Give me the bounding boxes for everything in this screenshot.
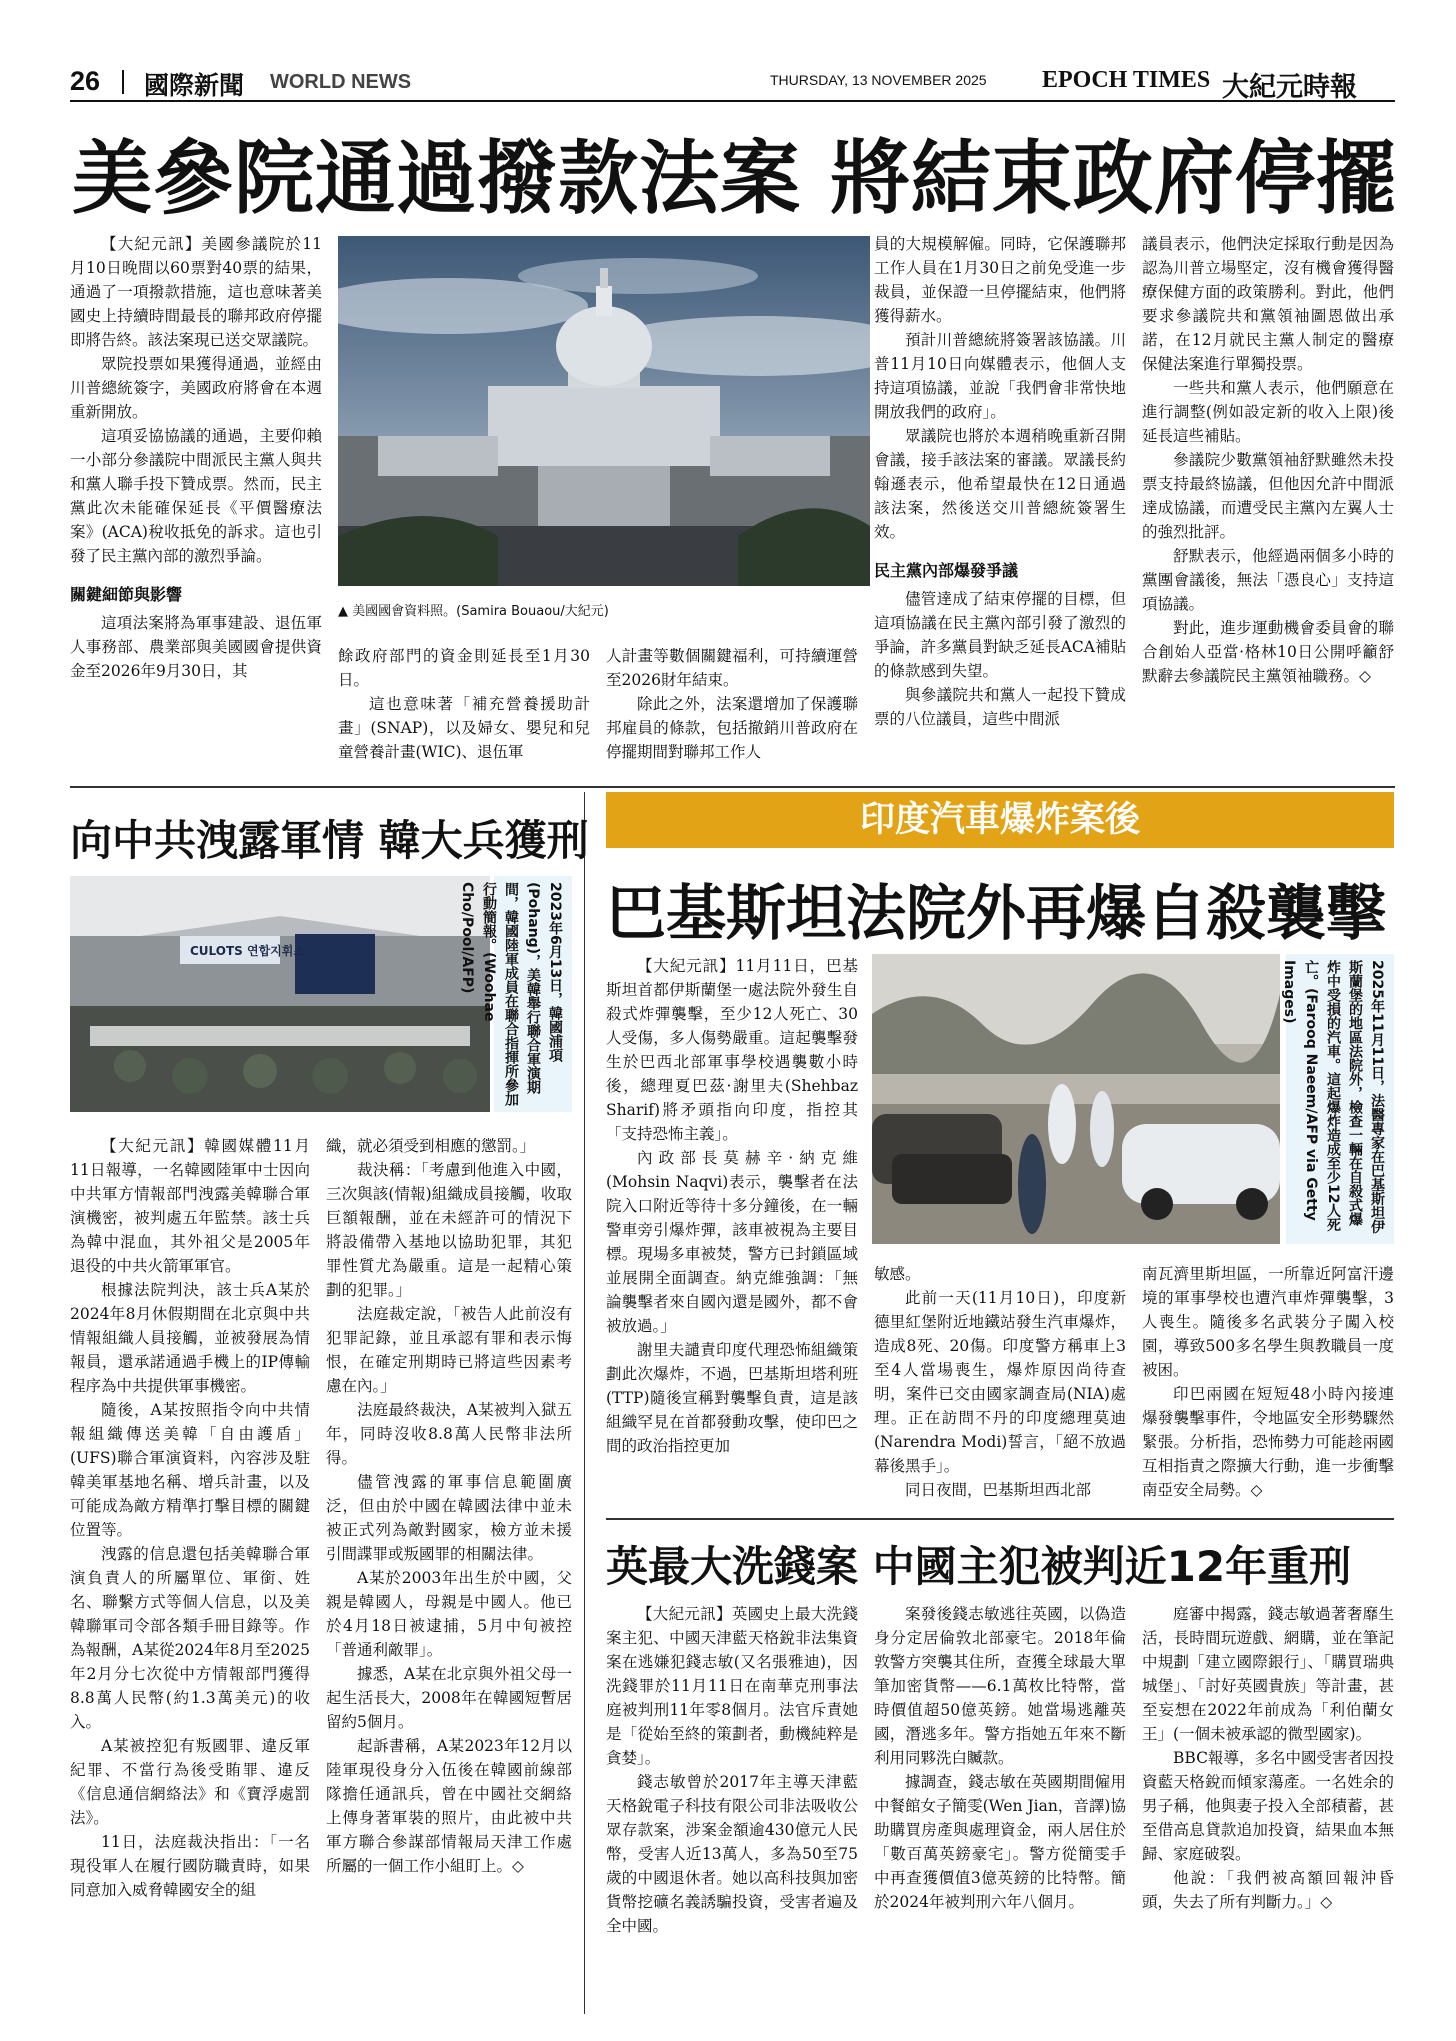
paragraph: 儘管洩露的軍事信息範圍廣泛，但由於中國在韓國法律中並未被正式列為敵對國家，檢方並未援引間諜罪或叛國罪的相關法律。 [326, 1473, 572, 1563]
article-column [338, 644, 590, 772]
paragraph: 內政部長莫赫辛·納克維(Mohsin Naqvi)表示，襲擊者在法院入口附近等待十多分鐘後，在一輛警車旁引爆炸彈，該車被視為主要目標。現場多車被焚，警方已封鎖區域並展開全面調查。納克維強調：「無論襲擊者來自國內還是國外，都不會被放過。」 [606, 1149, 858, 1335]
blast-photo [872, 954, 1280, 1244]
paragraph: 法庭裁定說，「被告人此前沒有犯罪記錄，並且承認有罪和表示悔恨，在確定刑期時已將這些因素考慮在內。」 [326, 1305, 572, 1395]
headline-uk: 英最大洗錢案 中國主犯被判近12年重刑 [606, 1542, 1352, 1591]
photo-caption: ▲ 美國國會資料照。(Samira Bouaou/大紀元) [338, 604, 609, 619]
paragraph: BBC報導，多名中國受害者因投資藍天格銳而傾家蕩產。一名姓余的男子稱，他與妻子投入全部積蓄，甚至借高息貸款追加投資，結果血本無歸、家庭破裂。 [1142, 1749, 1394, 1863]
sign-text: CULOTS 연합지휘소 [190, 944, 305, 958]
section-title: 國際新聞 [144, 71, 245, 100]
paragraph: 員的大規模解僱。同時，它保護聯邦工作人員在1月30日之前免受進一步裁員，並保證一旦停擺結束，他們將獲得薪水。 [874, 235, 1126, 325]
column-rule [584, 792, 585, 2014]
article-column [1142, 1262, 1394, 1506]
subheading: 民主黨內部爆發爭議 [874, 561, 1019, 580]
article-column [874, 232, 1126, 772]
paragraph: 印巴兩國在短短48小時內接連爆發襲擊事件，令地區安全形勢驟然緊張。分析指，恐怖勢力可能趁兩國互相指責之際擴大行動，進一步衝擊南亞安全局勢。◇ [1142, 1385, 1394, 1499]
paragraph: 餘政府部門的資金則延長至1月30日。 [338, 647, 590, 689]
paragraph: 【大紀元訊】美國參議院於11月10日晚間以60票對40票的結果，通過了一項撥款措施，這也意味著美國史上持續時間最長的聯邦政府停擺即將告終。該法案現已送交眾議院。 [70, 235, 322, 349]
paragraph: 法庭最終裁決，A某被判入獄五年，同時沒收8.8萬人民幣非法所得。 [326, 1401, 572, 1467]
paragraph: 他說：「我們被高額回報沖昏頭，失去了所有判斷力。」◇ [1142, 1869, 1394, 1911]
paragraph: 【大紀元訊】11月11日，巴基斯坦首都伊斯蘭堡一處法院外發生自殺式炸彈襲擊，至少12人死亡、30人受傷，多人傷勢嚴重。這起襲擊發生於巴西北部軍事學校遇襲數小時後，總理夏巴茲·謝里夫(Shehbaz Sharif)將矛頭指向印度，指控其「支持恐怖主義」。 [606, 957, 858, 1143]
paragraph: A某於2003年出生於中國，父親是韓國人，母親是中國人。他已於4月18日被逮捕，5月中旬被控「普通利敵罪」。 [326, 1569, 572, 1659]
paragraph: 眾議院也將於本週稍晚重新召開會議，接手該法案的審議。眾議長約翰遜表示，他希望最快在12日通過該法案，然後送交川普總統簽署生效。 [874, 427, 1126, 541]
capitol-photo [338, 236, 870, 586]
paragraph: 這項法案將為軍事建設、退伍軍人事務部、農業部與美國國會提供資金至2026年9月30日，其 [70, 614, 322, 680]
article-column [606, 644, 858, 772]
paragraph: 敏感。 [874, 1265, 921, 1283]
page-number: 26 [70, 66, 101, 96]
article-column [70, 1134, 310, 2014]
paragraph: 舒默表示，他經過兩個多小時的黨團會議後，無法「憑良心」支持這項協議。 [1142, 547, 1394, 613]
headline-korea: 向中共洩露軍情 韓大兵獲刑 [70, 816, 589, 865]
paragraph: 這也意味著「補充營養援助計畫」(SNAP)，以及婦女、嬰兒和兒童營養計畫(WIC)、退伍軍 [338, 695, 590, 761]
paragraph: 眾院投票如果獲得通過，並經由川普總統簽字，美國政府將會在本週重新開放。 [70, 355, 322, 421]
paragraph: 錢志敏曾於2017年主導天津藍天格銳電子科技有限公司非法吸收公眾存款案，涉案金額逾430億元人民幣，受害人近13萬人，多為50至75歲的中國退休者。她以高科技與加密貨幣挖礦名義誘騙投資，受害者遍及全中國。 [606, 1773, 858, 1935]
paragraph: 儘管達成了結束停擺的目標，但這項協議在民主黨內部引發了激烈的爭論，許多黨員對缺乏延長ACA補貼的條款感到失望。 [874, 590, 1126, 680]
paragraph: 謝里夫譴責印度代理恐怖組織策劃此次爆炸，不過，巴基斯坦塔利班(TTP)隨後宣稱對襲擊負責，這是該組織罕見在首都發動攻擊，使印巴之間的政治指控更加 [606, 1341, 858, 1455]
brand-logo-zh: 大紀元時報 [1222, 72, 1357, 103]
paragraph: 人計畫等數個關鍵福利，可持續運營至2026財年結束。 [606, 647, 858, 689]
paragraph: 同日夜間，巴基斯坦西北部 [905, 1481, 1092, 1499]
paragraph: 據悉，A某在北京與外祖父母一起生活長大，2008年在韓國短暫居留約5個月。 [326, 1665, 572, 1731]
section-title-en: WORLD NEWS [270, 71, 412, 93]
paragraph: 隨後，A某按照指令向中共情報組織傳送美韓「自由護盾」(UFS)聯合軍演資料，內容涉及駐韓美軍基地名稱、增兵計畫，以及可能成為敵方精準打擊目標的關鍵位置等。 [70, 1401, 310, 1539]
article-column [874, 1262, 1126, 1506]
article-column [1142, 1602, 1394, 2014]
issue-date: THURSDAY, 13 NOVEMBER 2025 [770, 72, 987, 88]
photo-caption: 2023年6月13日，韓國浦項(Pohang)，美韓舉行聯合軍演期間，韓國陸軍成員在聯合指揮所參加行動簡報。(Woohae Cho/Pool/AFP) [494, 876, 572, 1112]
headline-main: 美參院通過撥款法案 將結束政府停擺 [72, 131, 1397, 225]
article-column [874, 1602, 1126, 2014]
kicker-banner: 印度汽車爆炸案後 [606, 792, 1394, 848]
paragraph: 對此，進步運動機會委員會的聯合創始人亞當·格林10日公開呼籲舒默辭去參議院民主黨領袖職務。◇ [1142, 619, 1394, 685]
paragraph: 據調查，錢志敏在英國期間僱用中餐館女子簡雯(Wen Jian，音譯)協助購買房產與處理資金，兩人居住於「數百萬英鎊豪宅」。警方從簡雯手中再查獲價值3億英鎊的比特幣。簡於2024年被判刑六年八個月。 [874, 1773, 1126, 1911]
korea-photo [70, 876, 490, 1112]
paragraph: 裁決稱：「考慮到他進入中國，三次與該(情報)組織成員接觸，收取巨額報酬，並在未經許可的情況下將設備帶入基地以協助犯罪，其犯罪性質尤為嚴重。這是一起精心策劃的犯罪。」 [326, 1161, 572, 1299]
section-rule [70, 786, 1395, 788]
paragraph: 預計川普總統將簽署該協議。川普11月10日向媒體表示，他個人支持這項協議，並說「我們會非常快地開放我們的政府」。 [874, 331, 1126, 421]
subheading: 關鍵細節與影響 [70, 585, 183, 604]
paragraph: 議員表示，他們決定採取行動是因為認為川普立場堅定，沒有機會獲得醫療保健方面的政策勝利。對此，他們要求參議院共和黨領袖圖恩做出承諾，在12月就民主黨人制定的醫療保健法案進行單獨投票。 [1142, 235, 1394, 373]
article-column [606, 954, 858, 1506]
article-column [70, 232, 322, 768]
paragraph: 起訴書稱，A某2023年12月以陸軍現役身分入伍後在韓國前線部隊擔任通訊兵，曾在中國社交網絡上傳身著軍裝的照片，由此被中共軍方聯合參謀部情報局天津工作處所屬的一個工作小組盯上。◇ [326, 1737, 572, 1875]
article-column [326, 1134, 572, 2014]
paragraph: 11日，法庭裁決指出：「一名現役軍人在履行國防職責時，如果同意加入威脅韓國安全的組 [70, 1833, 310, 1899]
paragraph: 織，就必須受到相應的懲罰。」 [326, 1137, 536, 1155]
paragraph: 此前一天(11月10日)，印度新德里紅堡附近地鐵站發生汽車爆炸，造成8死、20傷。印度警方稱車上3至4人當場喪生，爆炸原因尚待查明，案件已交由國家調查局(NIA)處理。正在訪問不丹的印度總理莫迪(Narendra Modi)誓言，「絕不放過幕後黑手」。 [874, 1289, 1126, 1475]
paragraph: 一些共和黨人表示，他們願意在進行調整(例如設定新的收入上限)後延長這些補貼。 [1142, 379, 1394, 445]
paragraph: A某被控犯有叛國罪、違反軍紀罪、不當行為後受賄罪、違反《信息通信網絡法》和《寶浮處罰法》。 [70, 1737, 310, 1827]
paragraph: 【大紀元訊】韓國媒體11月11日報導，一名韓國陸軍中士因向中共軍方情報部門洩露美韓聯合軍演機密，被判處五年監禁。該士兵為韓中混血，其外祖父是2005年退役的中共火箭軍軍官。 [70, 1137, 310, 1275]
paragraph: 根據法院判決，該士兵A某於2024年8月休假期間在北京與中共情報組織人員接觸，並被發展為情報員，還承諾通過手機上的IP傳輸程序為中共提供軍事機密。 [70, 1281, 310, 1395]
masthead [70, 64, 1395, 102]
paragraph: 案發後錢志敏逃往英國，以偽造身分定居倫敦北部豪宅。2018年倫敦警方突襲其住所，查獲全球最大單筆加密貨幣——6.1萬枚比特幣，當時價值超50億英鎊。她當場逃離英國，潛逃多年。警方指她五年來不斷利用同夥洗白贓款。 [874, 1605, 1126, 1767]
paragraph: 【大紀元訊】英國史上最大洗錢案主犯、中國天津藍天格銳非法集資案在逃嫌犯錢志敏(又名張雅迪)，因洗錢罪於11月11日在南華克刑事法庭被判刑11年零8個月。法官斥責她是「從始至終的策劃者，動機純粹是貪婪」。 [606, 1605, 858, 1767]
article-column [1142, 232, 1394, 772]
paragraph: 除此之外，法案還增加了保護聯邦雇員的條款，包括撤銷川普政府在停擺期間對聯邦工作人 [606, 695, 858, 761]
headline-pakistan: 巴基斯坦法院外再爆自殺襲擊 [606, 879, 1386, 949]
paragraph: 庭審中揭露，錢志敏過著奢靡生活，長時間玩遊戲、網購，並在筆記中規劃「建立國際銀行」、「購買瑞典城堡」、「討好英國貴族」等計畫，甚至妄想在2022年前成為「利伯蘭女王」(一個未被承認的微型國家)。 [1142, 1605, 1394, 1743]
brand-logo-en: EPOCH TIMES [1042, 67, 1211, 93]
paragraph: 南瓦濟里斯坦區，一所靠近阿富汗邊境的軍事學校也遭汽車炸彈襲擊，3人喪生。隨後多名武裝分子闖入校園，導致500多名學生與教職員一度被困。 [1142, 1265, 1394, 1379]
paragraph: 洩露的信息還包括美韓聯合軍演負責人的所屬單位、軍銜、姓名、聯繫方式等個人信息，以及美韓聯軍司令部各類手冊目錄等。作為報酬，A某從2024年8月至2025年2月分七次從中方情報部門獲得8.8萬人民幣(約1.3萬美元)的收入。 [70, 1545, 310, 1731]
paragraph: 與參議院共和黨人一起投下贊成票的八位議員，這些中間派 [874, 686, 1126, 728]
paragraph: 參議院少數黨領袖舒默雖然未投票支持最終協議，但他因允許中間派達成協議，而遭受民主黨內左翼人士的強烈批評。 [1142, 451, 1394, 541]
paragraph: 這項妥協協議的通過，主要仰賴一小部分參議院中間派民主黨人與共和黨人聯手投下贊成票。然而，民主黨此次未能確保延長《平價醫療法案》(ACA)稅收抵免的訴求。這也引發了民主黨內部的激烈爭論。 [70, 427, 322, 565]
article-column [606, 1602, 858, 2014]
photo-caption: 2025年11月11日，法醫專家在巴基斯坦伊斯蘭堡的地區法院外，檢查一輛在自殺式爆炸中受損的汽車。這起爆炸造成至少12人死亡。(Farooq Naeem/AFP via Getty Images) [1286, 954, 1394, 1244]
section-rule [606, 1518, 1394, 1520]
divider [122, 70, 124, 94]
